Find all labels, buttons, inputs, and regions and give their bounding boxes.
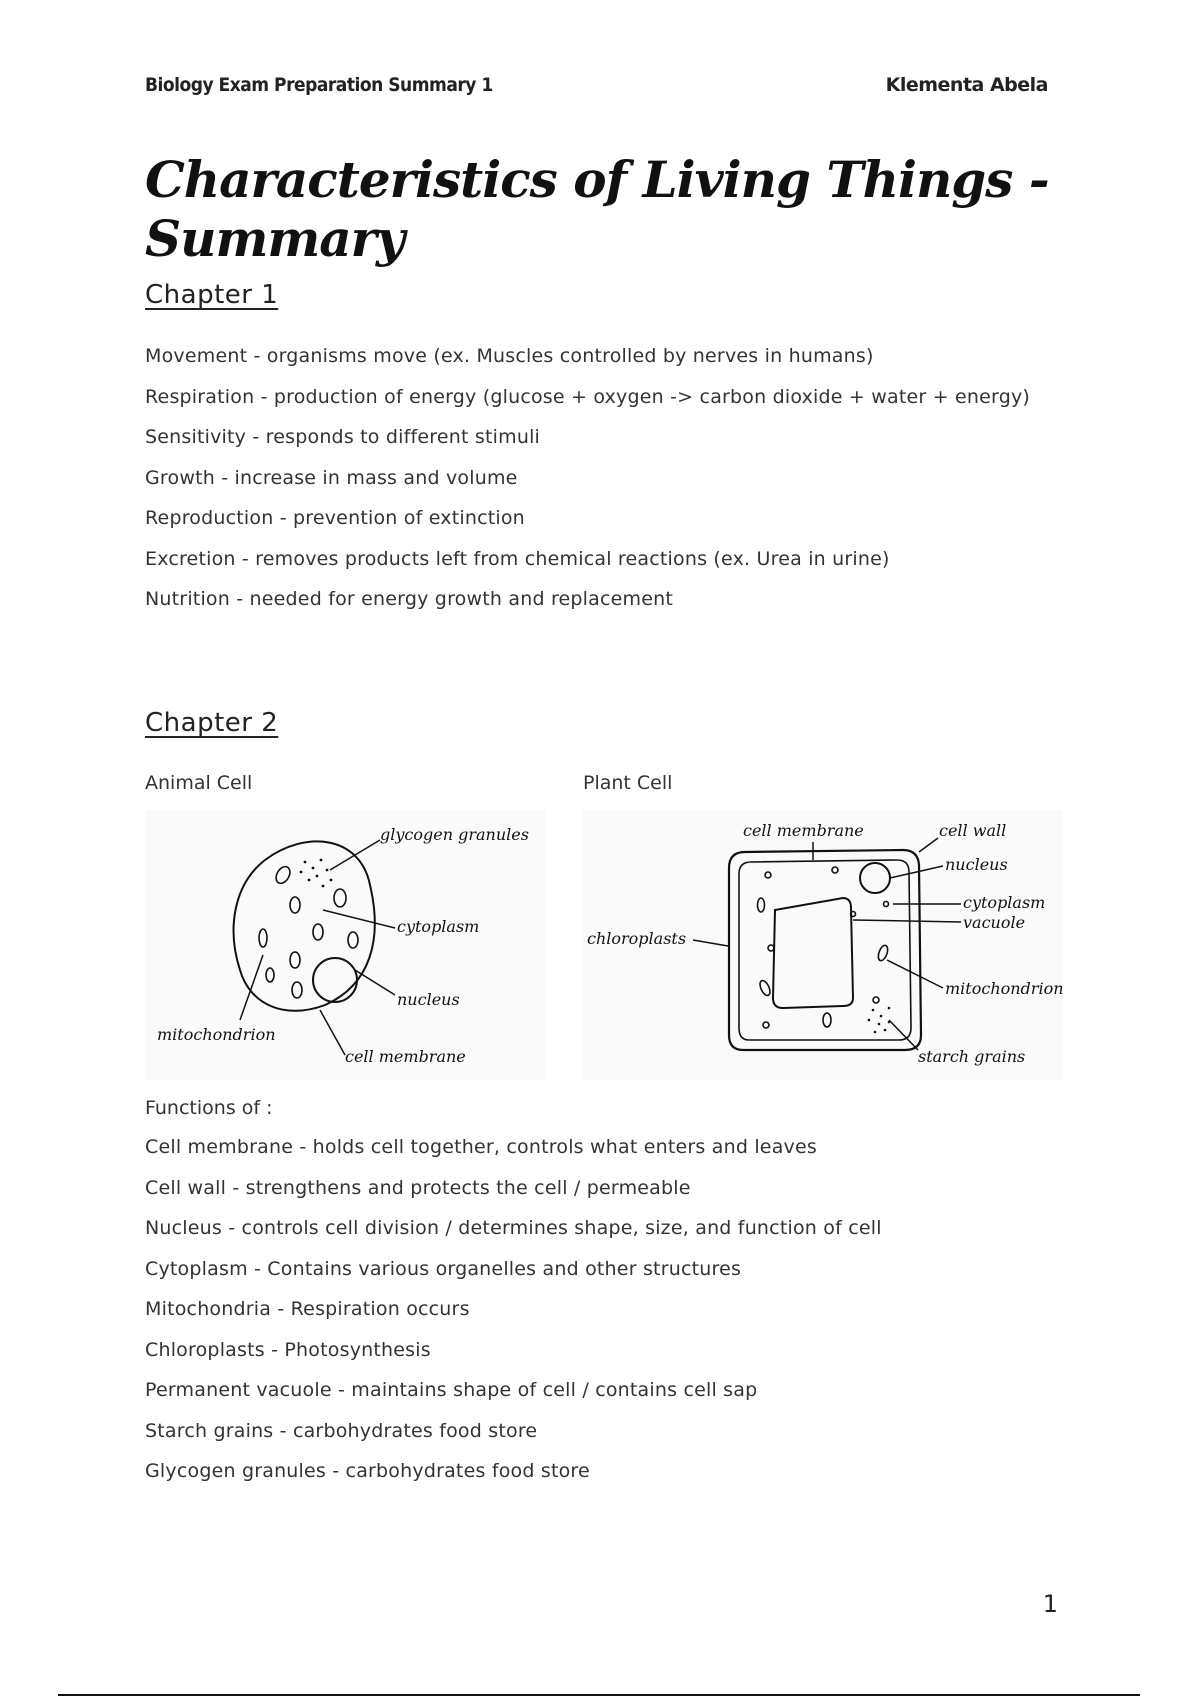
label-plant-mitochondrion: mitochondrion [945, 979, 1063, 998]
animal-nucleus [313, 958, 357, 1002]
list-item: Cell membrane - holds cell together, controls what enters and leaves [145, 1136, 817, 1158]
page-number: 1 [1042, 1590, 1058, 1618]
header-author: Klementa Abela [885, 74, 1048, 96]
list-item: Reproduction - prevention of extinction [145, 507, 525, 529]
label-mitochondrion: mitochondrion [157, 1025, 276, 1044]
plant-cell-caption: Plant Cell [583, 772, 673, 794]
list-item: Mitochondria - Respiration occurs [145, 1298, 470, 1320]
list-item: Movement - organisms move (ex. Muscles controlled by nerves in humans) [145, 345, 874, 367]
plant-nucleus [860, 863, 890, 893]
label-chloroplasts: chloroplasts [587, 929, 687, 948]
functions-heading: Functions of : [145, 1097, 273, 1119]
list-item: Chloroplasts - Photosynthesis [145, 1338, 431, 1361]
animal-cell-caption: Animal Cell [145, 772, 253, 794]
list-item: Respiration - production of energy (glucose + oxygen -> carbon dioxide + water + energy) [145, 385, 1031, 408]
starch-dots [868, 1007, 891, 1034]
glycogen-dots [300, 859, 333, 888]
list-item: Permanent vacuole - maintains shape of cell / contains cell sap [145, 1379, 758, 1401]
plant-cell-wall [729, 850, 921, 1050]
label-cell-wall: cell wall [939, 821, 1007, 840]
animal-cell-membrane [234, 841, 375, 1010]
list-item: Glycogen granules - carbohydrates food store [145, 1460, 590, 1482]
chapter-1-list [145, 336, 1030, 620]
functions-list [145, 1127, 882, 1492]
label-cytoplasm: cytoplasm [397, 917, 480, 936]
footer-divider [58, 1694, 1140, 1696]
header-title: Biology Exam Preparation Summary 1 [145, 74, 493, 96]
label-plant-cytoplasm: cytoplasm [963, 893, 1046, 912]
label-cell-membrane: cell membrane [345, 1047, 466, 1066]
list-item: Nucleus - controls cell division / determines shape, size, and function of cell [145, 1217, 882, 1239]
page-title: Characteristics of Living Things - Summary [145, 150, 1049, 268]
chapter-1-heading: Chapter 1 [145, 280, 279, 310]
chapter-2-heading: Chapter 2 [145, 708, 279, 738]
list-item: Growth - increase in mass and volume [145, 466, 518, 489]
list-item: Cytoplasm - Contains various organelles and other structures [145, 1257, 742, 1280]
plant-vacuole [773, 898, 853, 1008]
list-item: Nutrition - needed for energy growth and replacement [145, 588, 674, 610]
label-glycogen: glycogen granules [380, 825, 529, 844]
animal-mitochondria [259, 864, 358, 998]
list-item: Cell wall - strengthens and protects the cell / permeable [145, 1176, 691, 1199]
label-vacuole: vacuole [963, 913, 1026, 932]
list-item: Starch grains - carbohydrates food store [145, 1419, 538, 1442]
label-starch: starch grains [918, 1047, 1026, 1066]
label-nucleus: nucleus [397, 990, 460, 1009]
label-plant-membrane: cell membrane [743, 821, 864, 840]
plant-cell-diagram [583, 810, 1063, 1080]
list-item: Sensitivity - responds to different stimuli [145, 426, 541, 448]
list-item: Excretion - removes products left from chemical reactions (ex. Urea in urine) [145, 547, 890, 570]
animal-cell-diagram [145, 810, 545, 1080]
label-plant-nucleus: nucleus [945, 855, 1008, 874]
